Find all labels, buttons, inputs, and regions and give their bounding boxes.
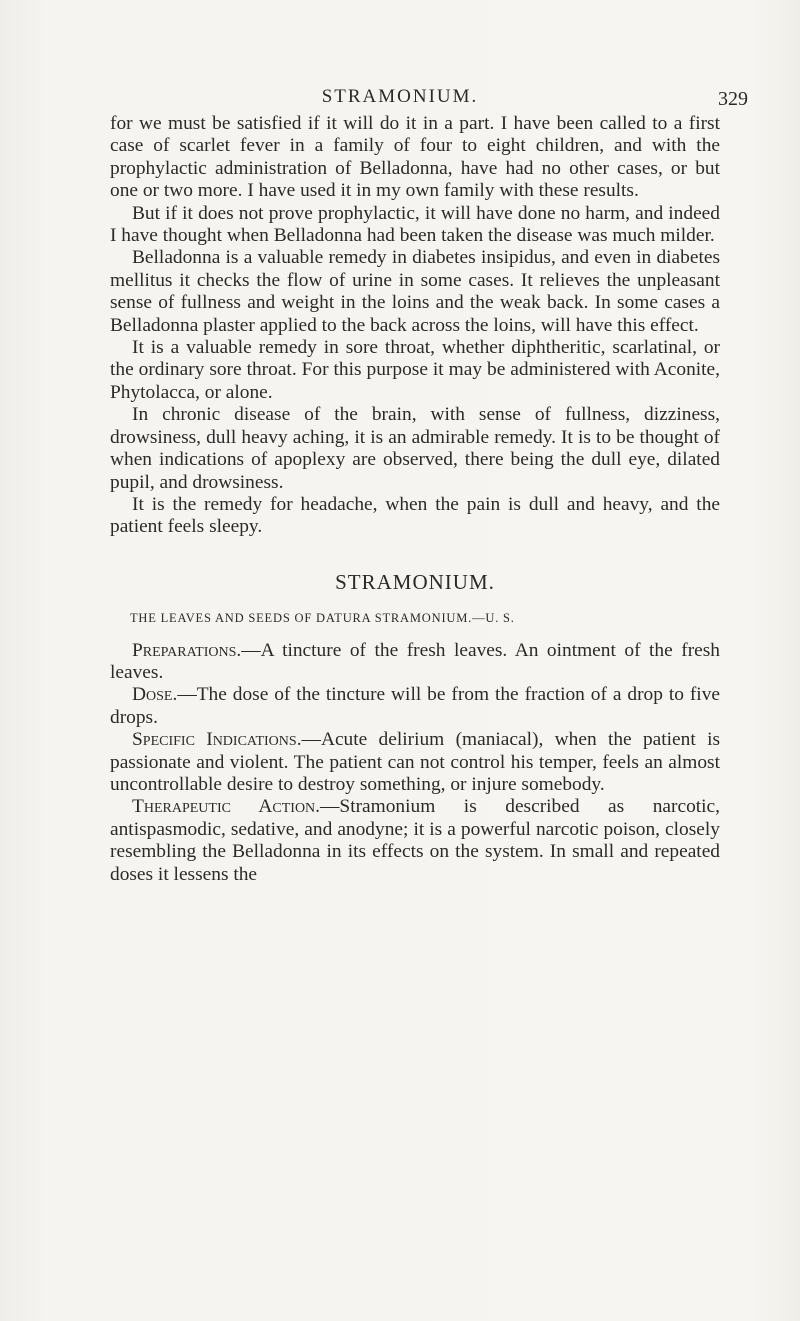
entry-dose: [110, 684, 720, 729]
paragraph: It is a valuable remedy in sore throat, whether diphtheritic, scarlatinal, or the ordinary sore throat. For this purpose it may be administered with Aconite, Phytolacca, or alone.: [110, 337, 720, 403]
entry-specific-indications: [110, 729, 720, 796]
entry-label: Therapeutic Action.: [132, 796, 321, 818]
paragraph: Belladonna is a valuable remedy in diabetes insipidus, and even in diabetes mellitus it checks the flow of urine in some cases. It relieves the unpleasant sense of fullness and weight in the loins and the weak back. In some cases a Belladonna plaster applied to the back across the loins, will have this effect.: [110, 247, 720, 336]
section-title: STRAMONIUM.: [335, 569, 495, 594]
entry-text: —A tincture of the fresh leaves. An ointment of the fresh leaves.: [110, 639, 720, 683]
page-body: [110, 113, 720, 886]
paragraph: In chronic disease of the brain, with sense of fullness, dizziness, drowsiness, dull heavy aching, it is an admirable remedy. It is to be thought of when indications of apoplexy are observed, there being the dull eye, dilated pupil, and drowsiness.: [110, 404, 720, 493]
entry-label: Specific Indications.: [132, 729, 302, 751]
entry-preparations: [110, 640, 720, 685]
entry-therapeutic-action: [110, 796, 720, 886]
entry-label: Preparations.: [132, 639, 242, 661]
paragraph: But if it does not prove prophylactic, it will have done no harm, and indeed I have thought when Belladonna had been taken the disease was much milder.: [110, 202, 720, 247]
section-subtitle: THE LEAVES AND SEEDS OF DATURA STRAMONIUM.—U. S.: [130, 611, 515, 626]
entry-text: —Stramonium is described as narcotic, antispasmodic, sedative, and anodyne; it is a powerful narcotic poison, closely resembling the Belladonna in its effects on the system. In small and repeated doses it lessens the: [110, 796, 721, 885]
entry-label: Dose.: [132, 684, 178, 706]
entry-text: —Acute delirium (maniacal), when the patient is passionate and violent. The patient can not control his temper, feels an almost uncontrollable desire to destroy something, or injure somebody.: [110, 729, 721, 795]
paragraph: It is the remedy for headache, when the pain is dull and heavy, and the patient feels sleepy.: [110, 493, 720, 538]
paragraph: for we must be satisfied if it will do it in a part. I have been called to a first case of scarlet fever in a family of four to eight children, and with the prophylactic administration of Belladonna, have had no other cases, or but one or two more. I have used it in my own family with these results.: [110, 113, 720, 202]
running-title: STRAMONIUM.: [321, 86, 479, 107]
entry-text: —The dose of the tincture will be from the fraction of a drop to five drops.: [110, 684, 720, 728]
page-number: 329: [718, 88, 748, 110]
